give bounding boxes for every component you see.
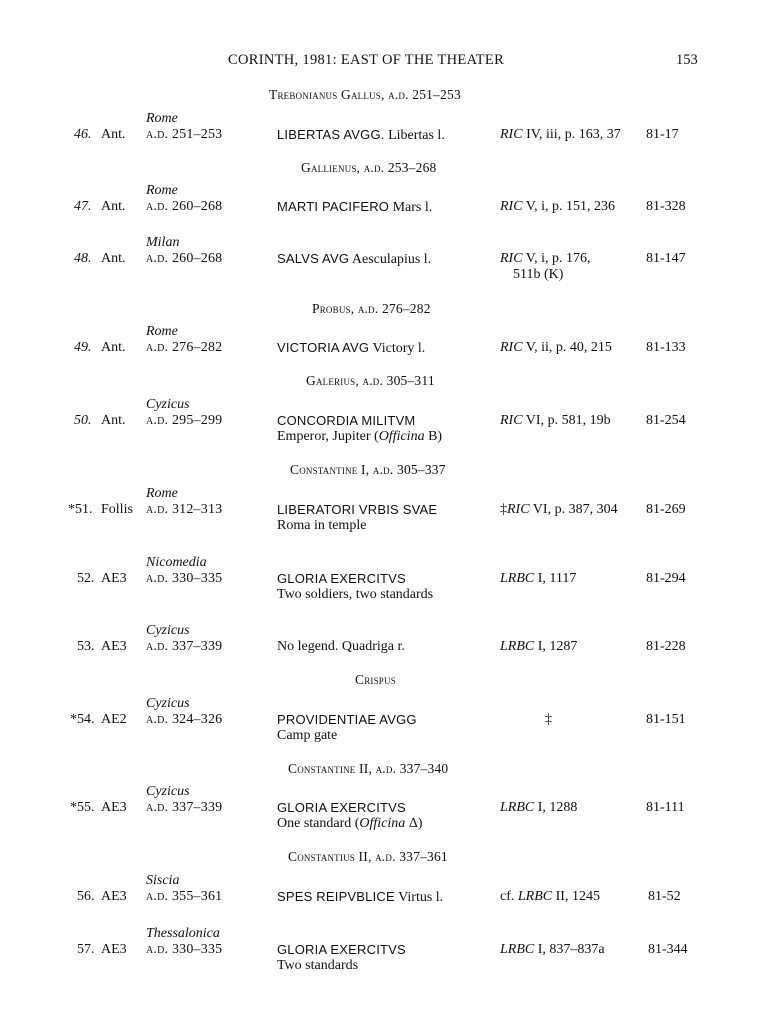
type-description	[277, 816, 422, 832]
reference	[500, 502, 618, 518]
reference-detail: IV, iii, p. 163, 37	[522, 127, 621, 142]
reference	[500, 800, 577, 816]
reference-abbr: LRBC	[500, 800, 535, 815]
entry-number: 57.	[77, 942, 95, 957]
reference-abbr: LRBC	[500, 942, 535, 957]
denomination: AE3	[101, 942, 127, 957]
reference-dagger: ‡	[545, 712, 552, 727]
legend: GLORIA EXERCITVS	[277, 942, 406, 957]
date: a.d. 295–299	[146, 413, 223, 428]
page-number: 153	[676, 52, 698, 68]
reference-abbr: RIC	[500, 413, 523, 428]
denomination: AE3	[101, 571, 127, 586]
legend: SPES REIPVBLICE	[277, 889, 395, 904]
obverse-description	[277, 127, 445, 144]
date: a.d. 260–268	[146, 251, 223, 266]
obverse-description	[277, 251, 431, 268]
reference	[500, 199, 615, 215]
entry-number: 53.	[77, 639, 95, 654]
obverse-description	[277, 340, 425, 357]
type-description: Two standards	[277, 958, 359, 973]
obverse-description	[277, 199, 432, 216]
entry-number: 56.	[77, 889, 95, 904]
reference	[500, 340, 612, 356]
reference-detail: VI, p. 387, 304	[529, 502, 618, 517]
inventory-number: 81-111	[646, 800, 685, 815]
inventory-number: 81-52	[648, 889, 681, 904]
inventory-number: 81-344	[648, 942, 688, 957]
reference	[500, 942, 605, 958]
reference-detail: VI, p. 581, 19b	[522, 413, 611, 428]
reference-detail: I, 1288	[534, 800, 578, 815]
obverse-description	[277, 889, 443, 906]
mint: Thessalonica	[146, 926, 220, 941]
running-head-title: CORINTH, 1981: EAST OF THE THEATER	[228, 52, 505, 68]
mint: Cyzicus	[146, 623, 190, 638]
denomination: AE2	[101, 712, 127, 727]
denomination: Ant.	[101, 340, 126, 355]
date: a.d. 355–361	[146, 889, 223, 904]
legend: GLORIA EXERCITVS	[277, 800, 406, 815]
desc-text: One standard (	[277, 816, 360, 831]
mint: Siscia	[146, 873, 180, 888]
denomination: Ant.	[101, 127, 126, 142]
mint: Rome	[146, 324, 178, 339]
reference-abbr: RIC	[500, 251, 523, 266]
inventory-number: 81-151	[646, 712, 686, 727]
date: a.d. 330–335	[146, 571, 223, 586]
type-description: No legend. Quadriga r.	[277, 639, 405, 654]
type-description: Camp gate	[277, 728, 338, 743]
mint: Rome	[146, 111, 178, 126]
denomination: Ant.	[101, 413, 126, 428]
type: Libertas l.	[384, 128, 445, 143]
mint: Cyzicus	[146, 784, 190, 799]
reference-detail: II, 1245	[552, 889, 600, 904]
date: a.d. 330–335	[146, 942, 223, 957]
inventory-number: 81-269	[646, 502, 686, 517]
reference-abbr: LRBC	[500, 639, 535, 654]
officina-label: Officina	[378, 429, 425, 444]
date: a.d. 260–268	[146, 199, 223, 214]
entry-number: 52.	[77, 571, 95, 586]
mint: Rome	[146, 486, 178, 501]
reference-abbr: RIC	[500, 199, 523, 214]
section-heading: Galerius, a.d. 305–311	[306, 373, 435, 388]
inventory-number: 81-228	[646, 639, 686, 654]
desc-text: Emperor, Jupiter (	[277, 429, 379, 444]
entry-number: *54.	[70, 712, 95, 727]
reference-abbr: RIC	[500, 127, 523, 142]
entry-number: 47.	[74, 199, 92, 214]
reference	[500, 251, 591, 267]
denomination: Ant.	[101, 199, 126, 214]
inventory-number: 81-254	[646, 413, 686, 428]
entry-number: *55.	[70, 800, 95, 815]
reference-detail: I, 837–837a	[534, 942, 605, 957]
mint: Rome	[146, 183, 178, 198]
inventory-number: 81-147	[646, 251, 686, 266]
reference	[500, 639, 577, 655]
denomination: Follis	[101, 502, 133, 517]
legend: LIBERTAS AVGG.	[277, 127, 385, 142]
reference-detail: V, i, p. 176,	[522, 251, 591, 266]
type: Victory l.	[369, 341, 426, 356]
reference-detail: I, 1117	[534, 571, 577, 586]
reference-abbr: LRBC	[500, 571, 535, 586]
legend: MARTI PACIFERO	[277, 199, 390, 214]
date: a.d. 312–313	[146, 502, 223, 517]
legend: PROVIDENTIAE AVGG	[277, 712, 417, 727]
reference-detail: V, i, p. 151, 236	[522, 199, 616, 214]
denomination: Ant.	[101, 251, 126, 266]
type-description	[277, 429, 442, 445]
section-heading: Probus, a.d. 276–282	[312, 301, 431, 316]
type-description: Two soldiers, two standards	[277, 587, 434, 602]
denomination: AE3	[101, 800, 127, 815]
entry-number: 50.	[74, 413, 92, 428]
type-description: Roma in temple	[277, 518, 367, 533]
inventory-number: 81-328	[646, 199, 686, 214]
reference-detail: V, ii, p. 40, 215	[522, 340, 612, 355]
desc-text: Δ)	[405, 816, 423, 831]
type: Virtus l.	[394, 890, 444, 905]
section-heading: Gallienus, a.d. 253–268	[301, 160, 437, 175]
legend: LIBERATORI VRBIS SVAE	[277, 502, 438, 517]
reference-abbr: LRBC	[517, 889, 553, 904]
reference	[500, 127, 621, 143]
section-heading: Constantine II, a.d. 337–340	[288, 761, 449, 776]
legend: SALVS AVG	[277, 251, 350, 266]
mint: Milan	[146, 235, 180, 250]
section-heading: Trebonianus Gallus, a.d. 251–253	[269, 87, 461, 102]
inventory-number: 81-17	[646, 127, 679, 142]
reference	[500, 571, 576, 587]
type: Aesculapius l.	[349, 252, 432, 267]
mint: Cyzicus	[146, 397, 190, 412]
inventory-number: 81-133	[646, 340, 686, 355]
date: a.d. 276–282	[146, 340, 223, 355]
legend: CONCORDIA MILITVM	[277, 413, 416, 428]
date: a.d. 337–339	[146, 639, 223, 654]
section-heading: Constantius II, a.d. 337–361	[288, 849, 448, 864]
legend: GLORIA EXERCITVS	[277, 571, 406, 586]
officina-label: Officina	[359, 816, 406, 831]
entry-number: 46.	[74, 127, 92, 142]
entry-number: *51.	[68, 502, 93, 517]
inventory-number: 81-294	[646, 571, 686, 586]
reference-abbr: RIC	[507, 502, 530, 517]
reference-prefix: ‡	[500, 502, 507, 517]
entry-number: 49.	[74, 340, 92, 355]
date: a.d. 337–339	[146, 800, 223, 815]
reference	[500, 413, 611, 429]
section-heading: Constantine I, a.d. 305–337	[290, 462, 446, 477]
reference-abbr: RIC	[500, 340, 523, 355]
denomination: AE3	[101, 889, 127, 904]
mint: Nicomedia	[146, 555, 207, 570]
denomination: AE3	[101, 639, 127, 654]
desc-text: B)	[424, 429, 443, 444]
legend: VICTORIA AVG	[277, 340, 370, 355]
date: a.d. 251–253	[146, 127, 223, 142]
reference-prefix: cf.	[500, 889, 518, 904]
section-heading: Crispus	[355, 672, 396, 687]
reference-detail: I, 1287	[534, 639, 578, 654]
entry-number: 48.	[74, 251, 92, 266]
reference-continued: 511b (K)	[513, 267, 564, 282]
mint: Cyzicus	[146, 696, 190, 711]
date: a.d. 324–326	[146, 712, 223, 727]
type: Mars l.	[389, 200, 433, 215]
reference	[500, 889, 600, 905]
